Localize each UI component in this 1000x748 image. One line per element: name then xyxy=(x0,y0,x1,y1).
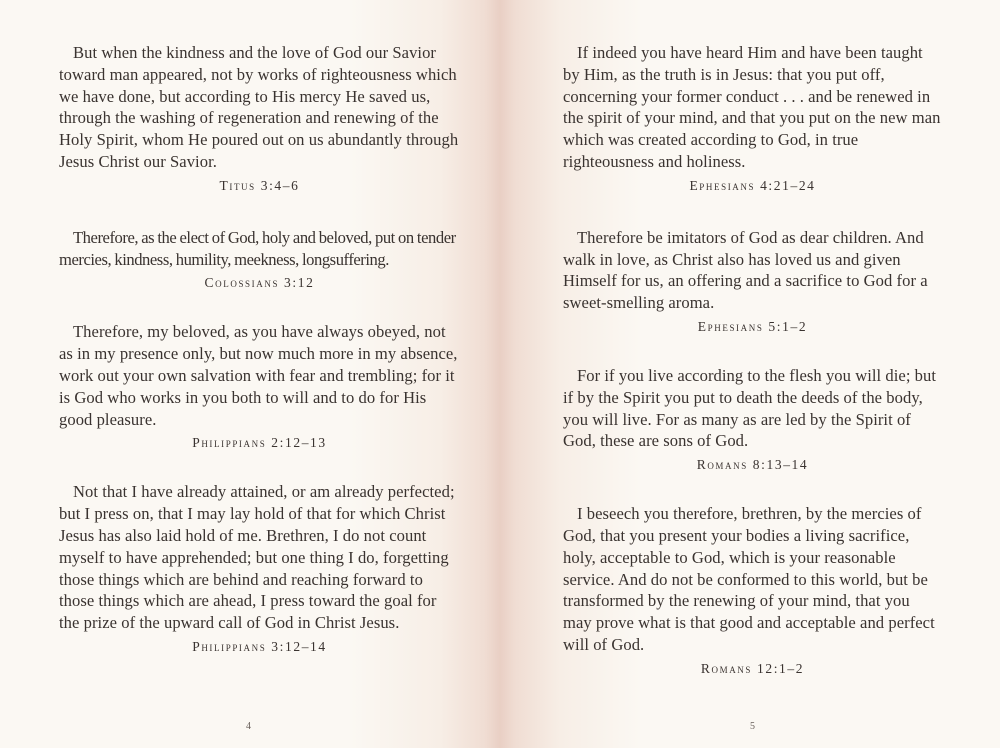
verse-text: But when the kindness and the love of God our Savior toward man appeared, not by works of righteousness which we have done, but according to His mercy He saved us, through the washing of regeneration and renewing of the Holy Spirit, whom He poured out on us abundantly through Jesus Christ our Savior. xyxy=(59,43,459,171)
passage-ephesians-4 xyxy=(563,42,942,194)
passage-philippians-2 xyxy=(59,321,460,451)
verse-reference: Ephesians 5:1–2 xyxy=(697,318,808,334)
passage-titus xyxy=(59,42,460,194)
verse-reference: Romans 8:13–14 xyxy=(696,457,809,473)
passage-colossians xyxy=(59,227,460,292)
verse-text: Therefore, as the elect of God, holy and beloved, put on tender mercies, kindness, humility, meekness, longsuffering. xyxy=(59,227,456,269)
page-number: 5 xyxy=(750,721,755,732)
verse-text: For if you live according to the flesh you will die; but if by the Spirit you put to death the deeds of the body, you will live. For as many as are led by the Spirit of God, these are sons of God. xyxy=(563,365,937,451)
verse-reference: Romans 12:1–2 xyxy=(700,660,805,676)
passage-ephesians-5 xyxy=(563,227,942,335)
verse-reference: Ephesians 4:21–24 xyxy=(689,177,816,193)
right-page xyxy=(500,0,1000,748)
page-number: 4 xyxy=(246,721,251,732)
verse-reference: Philippians 3:12–14 xyxy=(192,638,327,654)
verse-text: Therefore, my beloved, as you have always obeyed, not as in my presence only, but now much more in my absence, work out your own salvation with fear and trembling; for it is God who works in you both to will and to do for His good pleasure. xyxy=(59,322,458,429)
verse-reference: Titus 3:4–6 xyxy=(219,177,300,193)
verse-reference: Philippians 2:12–13 xyxy=(192,435,327,451)
verse-reference: Colossians 3:12 xyxy=(204,275,315,291)
verse-text: I beseech you therefore, brethren, by the mercies of God, that you present your bodies a living sacrifice, holy, acceptable to God, which is your reasonable service. And do not be conformed to this world, but be transformed by the renewing of your mind, that you may prove what is that good and acceptable and perfect will of God. xyxy=(563,504,935,654)
verse-text: Therefore be imitators of God as dear children. And walk in love, as Christ also has loved us and given Himself for us, an offering and a sacrifice to God for a sweet-smelling aroma. xyxy=(563,227,928,313)
passage-philippians-3 xyxy=(59,481,460,655)
passage-romans-8 xyxy=(563,365,942,473)
verse-text: Not that I have already attained, or am already perfected; but I press on, that I may lay hold of that for which Christ Jesus has also laid hold of me. Brethren, I do not count myself to have apprehended; but one thing I do, forgetting those things which are behind and reaching forward to those things which are ahead, I press toward the goal for the prize of the upward call of God in Christ Jesus. xyxy=(59,482,455,633)
passage-romans-12 xyxy=(563,503,942,677)
verse-text: If indeed you have heard Him and have been taught by Him, as the truth is in Jesus: that you put off, concerning your former conduct . . . and be renewed in the spirit of your mind, and that you put on the new man which was created according to God, in true righteousness and holiness. xyxy=(563,43,941,171)
